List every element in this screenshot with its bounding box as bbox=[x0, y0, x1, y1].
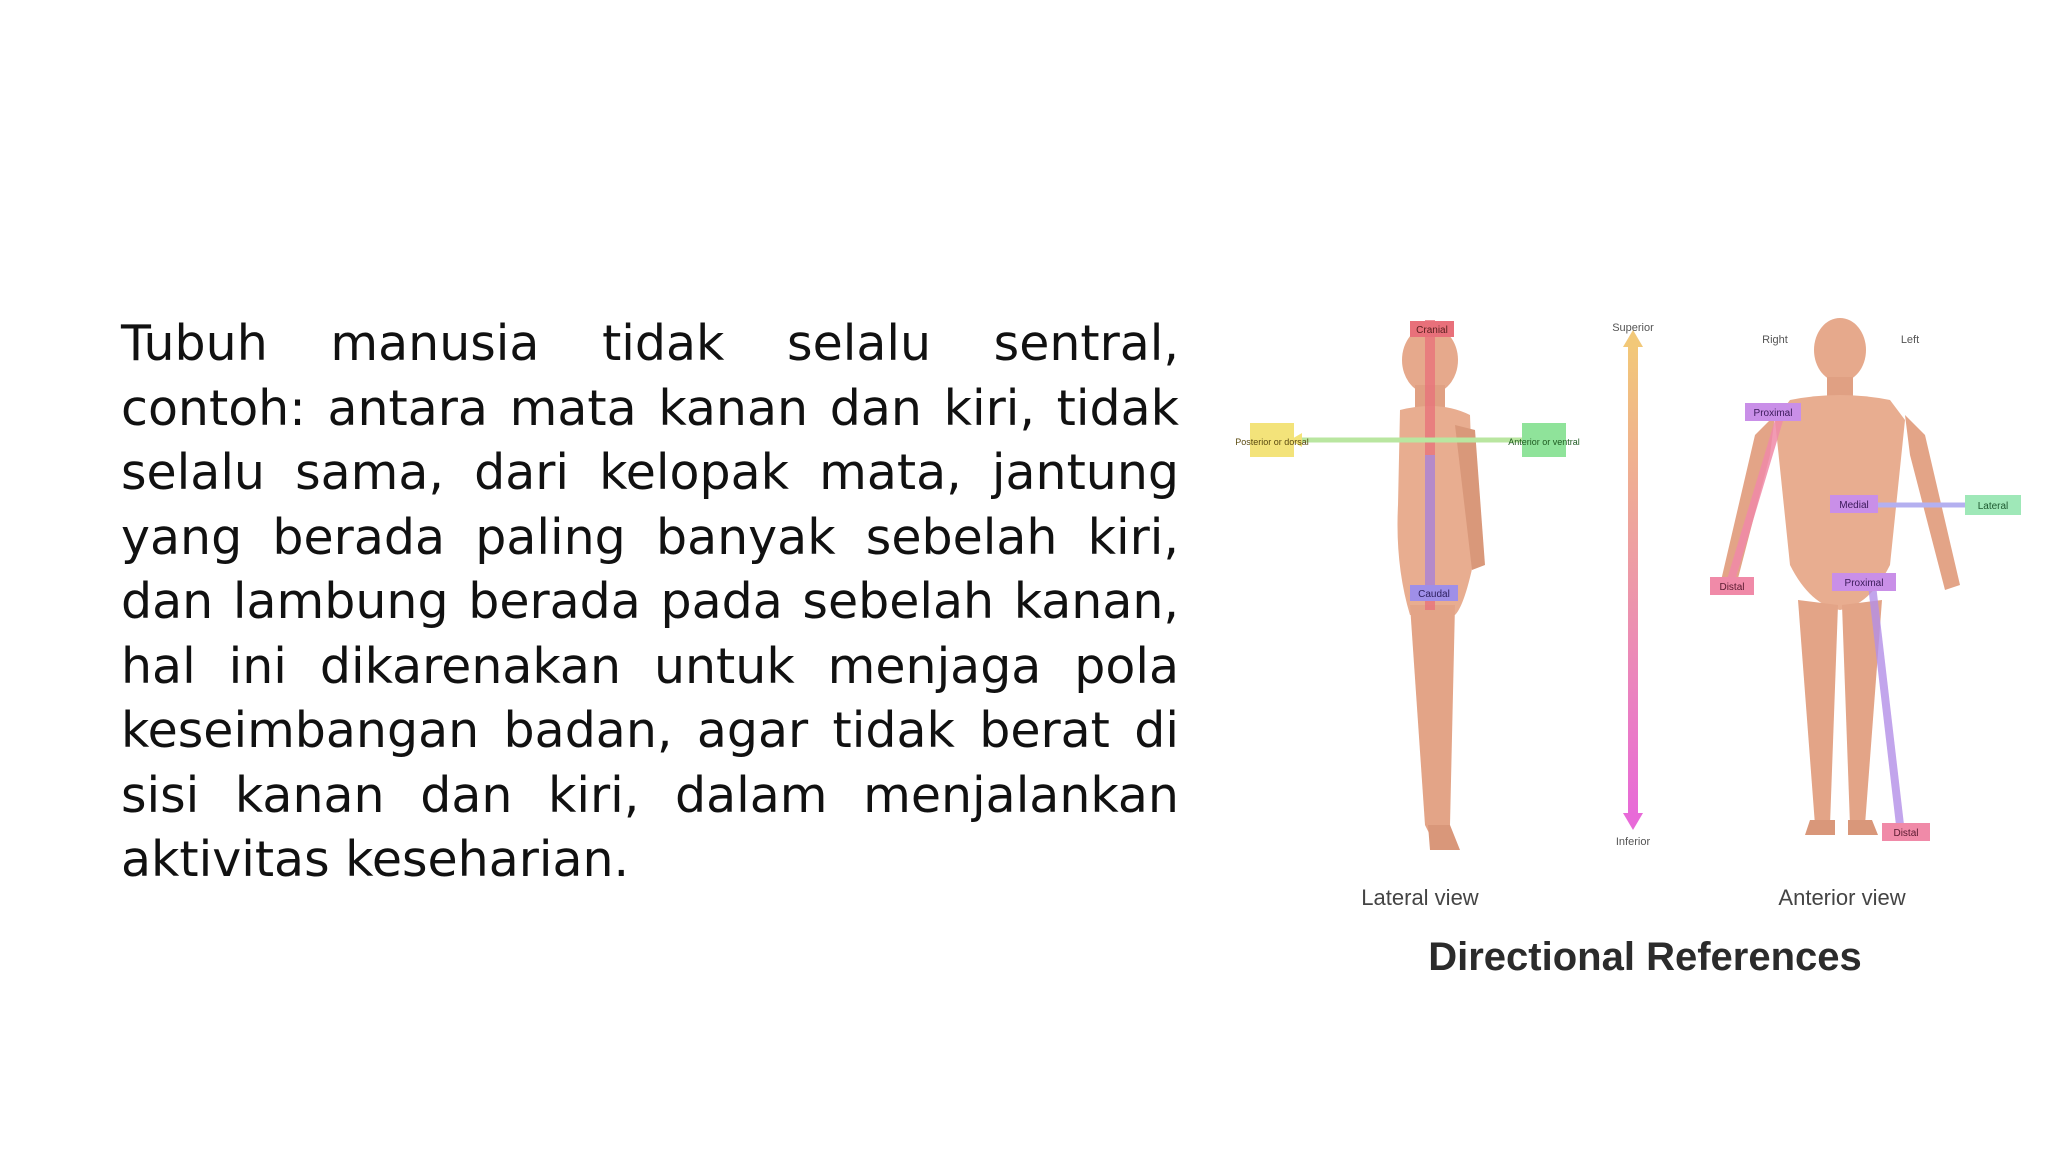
distal-arm-tag bbox=[1710, 577, 1754, 595]
figure-title: Directional References bbox=[1428, 935, 1862, 979]
superior-inferior-axis bbox=[1628, 345, 1638, 815]
directional-references-figure bbox=[1235, 305, 2040, 995]
svg-text:Anterior or ventral: Anterior or ventral bbox=[1508, 437, 1580, 447]
lateral-tag bbox=[1965, 495, 2021, 515]
svg-text:Posterior or dorsal: Posterior or dorsal bbox=[1235, 437, 1309, 447]
body-paragraph: Tubuh manusia tidak selalu sentral, contoh: antara mata kanan dan kiri, tidak selalu sama, dari kelopak mata, jantung yang berada paling banyak sebelah kiri, dan lambung berada pada sebelah kanan, hal ini dikarenakan untuk menjaga pola keseimbangan badan, agar tidak berat di sisi kanan dan kiri, dalam menjalankan aktivitas keseharian. bbox=[121, 315, 1179, 888]
lateral-view-caption: Lateral view bbox=[1361, 885, 1479, 910]
proximal-arm-tag bbox=[1745, 403, 1801, 421]
caudal-tag bbox=[1410, 585, 1458, 601]
proximal-distal-leg-arrow bbox=[1872, 585, 1900, 825]
svg-text:Cranial: Cranial bbox=[1416, 325, 1448, 336]
superior-label: Superior bbox=[1612, 322, 1654, 334]
anatomy-diagram bbox=[1235, 305, 2040, 995]
svg-text:Proximal: Proximal bbox=[1844, 578, 1884, 589]
cranial-tag bbox=[1410, 321, 1454, 337]
svg-text:Caudal: Caudal bbox=[1418, 589, 1450, 600]
distal-leg-tag bbox=[1882, 823, 1930, 841]
posterior-tag bbox=[1235, 423, 1309, 457]
left-label: Left bbox=[1900, 334, 1920, 346]
proximal-leg-tag bbox=[1832, 573, 1896, 591]
anterior-view-caption: Anterior view bbox=[1778, 885, 1906, 910]
svg-text:Distal: Distal bbox=[1719, 582, 1745, 593]
inferior-label: Inferior bbox=[1615, 836, 1651, 848]
svg-text:Medial: Medial bbox=[1839, 500, 1869, 511]
svg-text:Distal: Distal bbox=[1893, 828, 1919, 839]
medial-tag bbox=[1830, 495, 1878, 513]
svg-text:Proximal: Proximal bbox=[1753, 408, 1793, 419]
svg-text:Lateral: Lateral bbox=[1977, 501, 2009, 512]
anterior-tag bbox=[1508, 423, 1580, 457]
right-label: Right bbox=[1762, 334, 1788, 346]
